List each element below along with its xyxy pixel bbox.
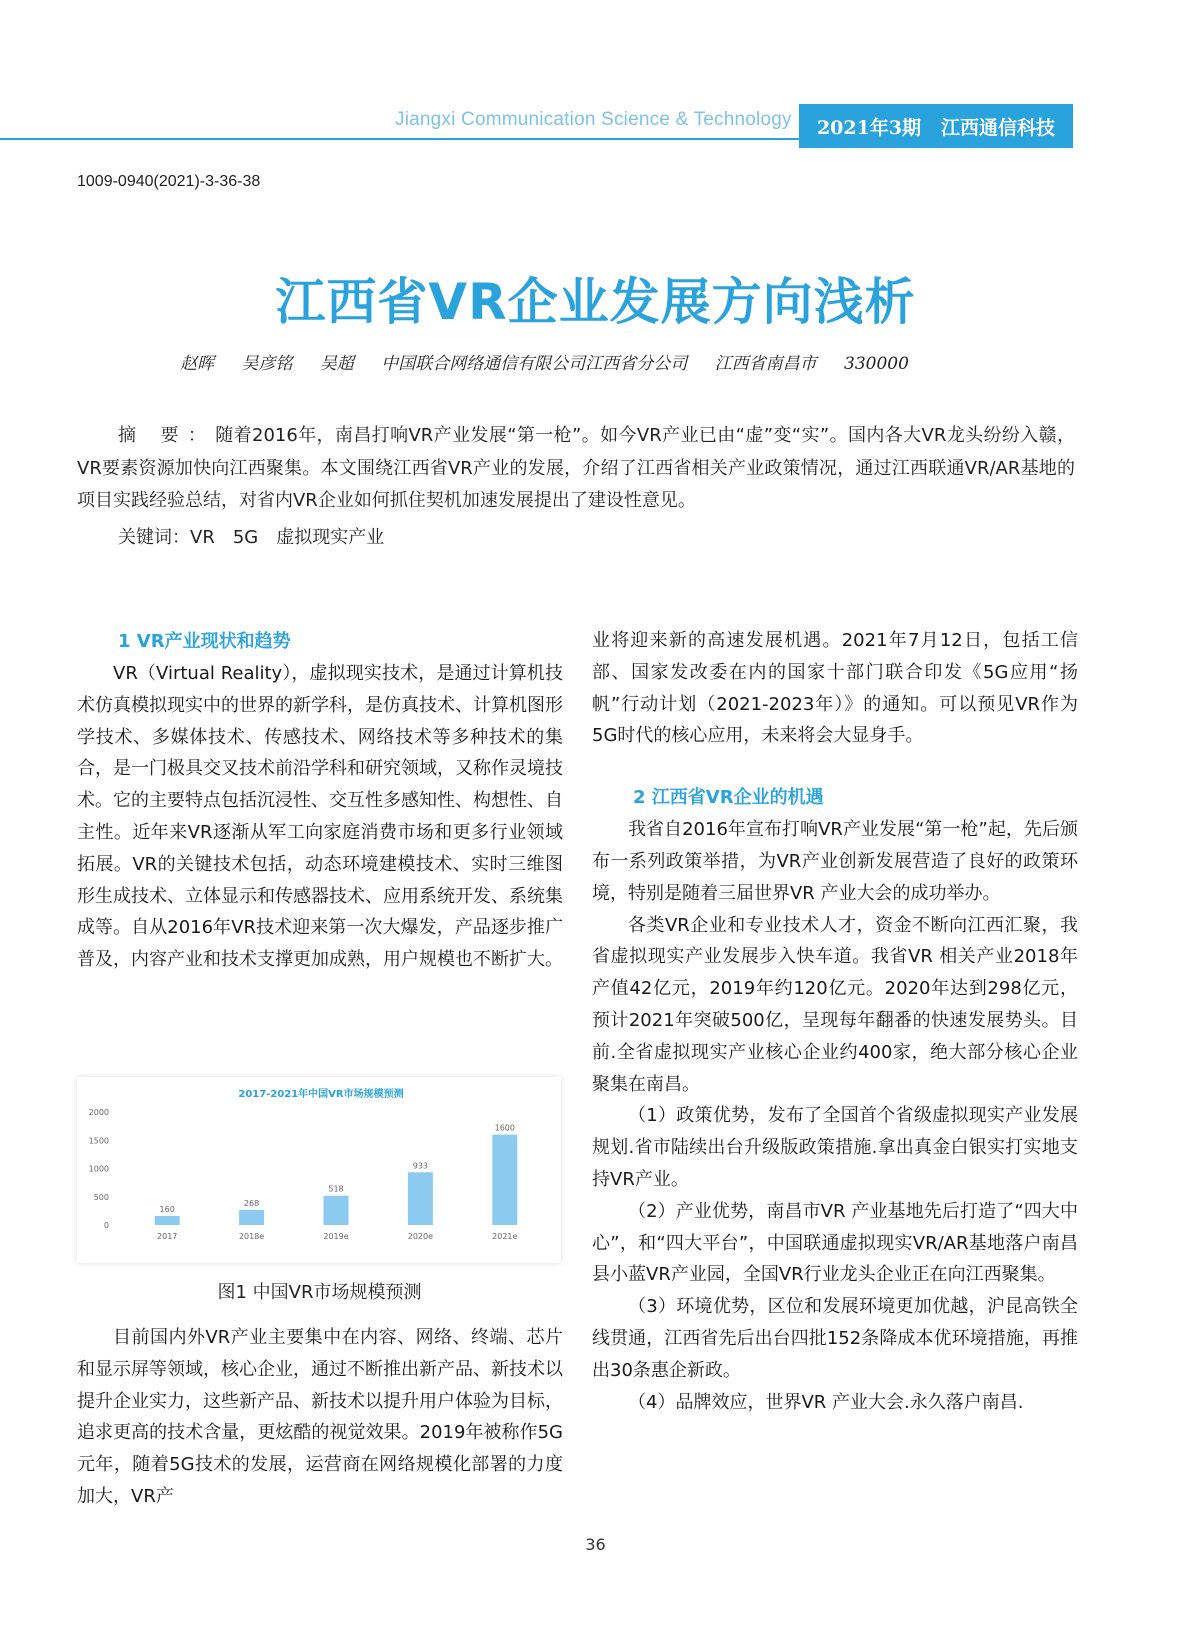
- author-3: 吴超: [319, 354, 354, 374]
- bar: [492, 1135, 517, 1225]
- abstract: [77, 420, 1075, 518]
- abstract-text: 随着2016年，南昌打响VR产业发展“第一枪”。如今VR产业已由“虚”变“实”。国内各大VR龙头纷纷入赣，VR要素资源加快向江西聚集。本文围绕江西省VR产业的发展，介绍了江西省相关产业政策情况，通过江西联通VR/AR基地的项目实践经验总结，对省内VR企业如何抓住契机加速发展提出了建设性意见。: [77, 425, 1075, 511]
- y-tick-label: 1000: [88, 1164, 109, 1174]
- y-tick-label: 2000: [88, 1108, 109, 1117]
- y-tick-label: 0: [103, 1221, 109, 1230]
- bar: [239, 1210, 264, 1225]
- data-label: 268: [243, 1198, 260, 1208]
- x-tick-label: 2018e: [238, 1232, 265, 1241]
- postcode: 330000: [844, 354, 909, 374]
- section-2-item-3: （3）环境优势，区位和发展环境更加优越，沪昆高铁全线贯通，江西省先后出台四批152条降成本优环境措施，再推出30条惠企新政。: [592, 1296, 1078, 1381]
- section-2-item-2: （2）产业优势，南昌市VR 产业基地先后打造了“四大中心”，和“四大平台”，中国联通虚拟现实VR/AR基地落户南昌县小蓝VR产业园，全国VR行业龙头企业正在向江西聚集。: [592, 1200, 1078, 1286]
- right-column: [592, 625, 1078, 1418]
- bar: [155, 1216, 180, 1225]
- city: 江西省南昌市: [714, 354, 817, 374]
- bar: [408, 1172, 433, 1225]
- section-2-item-1: （1）政策优势，发布了全国首个省级虚拟现实产业发展规划.省市陆续出台升级版政策措施.拿出真金白银实打实地支持VR产业。: [592, 1105, 1078, 1190]
- section-2-heading: 2 江西省VR企业的机遇: [633, 787, 824, 809]
- section-2-item-4: （4）品牌效应，世界VR 产业大会.永久落户南昌.: [628, 1391, 1024, 1413]
- y-tick-label: 500: [93, 1192, 109, 1202]
- document-code: 1009-0940(2021)-3-36-38: [77, 173, 261, 190]
- keywords: 关键词：VR 5G 虚拟现实产业: [118, 527, 385, 548]
- section-1-paragraph-1: VR（Virtual Reality），虚拟现实技术，是通过计算机技术仿真模拟现实中的世界的新学科，是仿真技术、计算机图形学技术、多媒体技术、传感技术、网络技术等多种技术的集合，是一门极具交叉技术前沿学科和研究领域，又称作灵境技术。它的主要特点包括沉浸性、交互性多感知性、构想性、自主性。近年来VR逐渐从军工向家庭消费市场和更多行业领域拓展。VR的关键技术包括，动态环境建模技术、实时三维图形生成技术、立体显示和传感器技术、应用系统开发、系统集成等。自从2016年VR技术迎来第一次大爆发，产品逐步推广普及，内容产业和技术支撑更加成熟，用户规模也不断扩大。: [77, 663, 563, 971]
- section-2-paragraph-1: 我省自2016年宣布打响VR产业发展“第一枪”起，先后颁布一系列政策举措，为VR产业创新发展营造了良好的政策环境，特别是随着三届世界VR 产业大会的成功举办。: [592, 819, 1078, 904]
- data-label: 933: [412, 1161, 429, 1171]
- left-column: [77, 626, 563, 976]
- page-number: 36: [585, 1535, 606, 1554]
- section-2-paragraph-2: 各类VR企业和专业技术人才，资金不断向江西汇聚，我省虚拟现实产业发展步入快车道。我省VR 相关产业2018年产值42亿元，2019年约120亿元。2020年达到298亿元，预计2021年突破500亿，呈现每年翻番的快速发展势头。目前.全省虚拟现实产业核心企业约400家，绝大部分核心企业聚集在南昌。: [592, 914, 1078, 1095]
- section-1-paragraph-2: 目前国内外VR产业主要集中在内容、网络、终端、芯片和显示屏等领域，核心企业，通过不断推出新产品、新技术以提升企业实力，这些新产品、新技术以提升用户体验为目标，追求更高的技术含量，更炫酷的视觉效果。2019年被称作5G元年，随着5G技术的发展，运营商在网络规模化部署的力度加大，VR产: [77, 1327, 563, 1507]
- journal-name-en: Jiangxi Communication Science & Technology: [395, 109, 792, 130]
- journal-name-cn: 江西通信科技: [941, 116, 1056, 139]
- bar: [324, 1196, 349, 1225]
- data-label: 518: [328, 1184, 344, 1194]
- issue-badge: [799, 104, 1073, 148]
- issue-number: 2021年3期: [816, 116, 922, 139]
- author-line: [180, 349, 931, 374]
- data-label: 1600: [494, 1123, 515, 1133]
- section-1-continuation: 业将迎来新的高速发展机遇。2021年7月12日，包括工信部、国家发改委在内的国家十部门联合印发《5G应用“扬帆”行动计划（2021-2023年）》的通知。可以预见VR作为5G时代的核心应用，未来将会大显身手。: [592, 630, 1078, 747]
- chart-title: 2017-2021年中国VR市场规模预测: [238, 1089, 404, 1100]
- abstract-label: 摘 要：: [118, 425, 216, 446]
- bar-chart-svg: [77, 1077, 561, 1263]
- figure-caption: 图1 中国VR市场规模预测: [217, 1282, 422, 1303]
- market-size-chart: [77, 1077, 561, 1263]
- data-label: 160: [159, 1204, 175, 1214]
- y-tick-label: 1500: [88, 1136, 109, 1146]
- x-tick-label: 2017: [157, 1232, 178, 1241]
- x-tick-label: 2021e: [492, 1232, 518, 1241]
- section-1-heading: 1 VR产业现状和趋势: [118, 631, 291, 652]
- left-column-lower: [77, 1322, 563, 1513]
- x-tick-label: 2019e: [323, 1232, 349, 1241]
- author-2: 吴彦铭: [241, 354, 293, 374]
- author-1: 赵晖: [180, 354, 214, 374]
- affiliation: 中国联合网络通信有限公司江西省分公司: [381, 354, 688, 374]
- x-tick-label: 2020e: [407, 1232, 434, 1241]
- article-title: 江西省VR企业发展方向浅析: [275, 273, 916, 331]
